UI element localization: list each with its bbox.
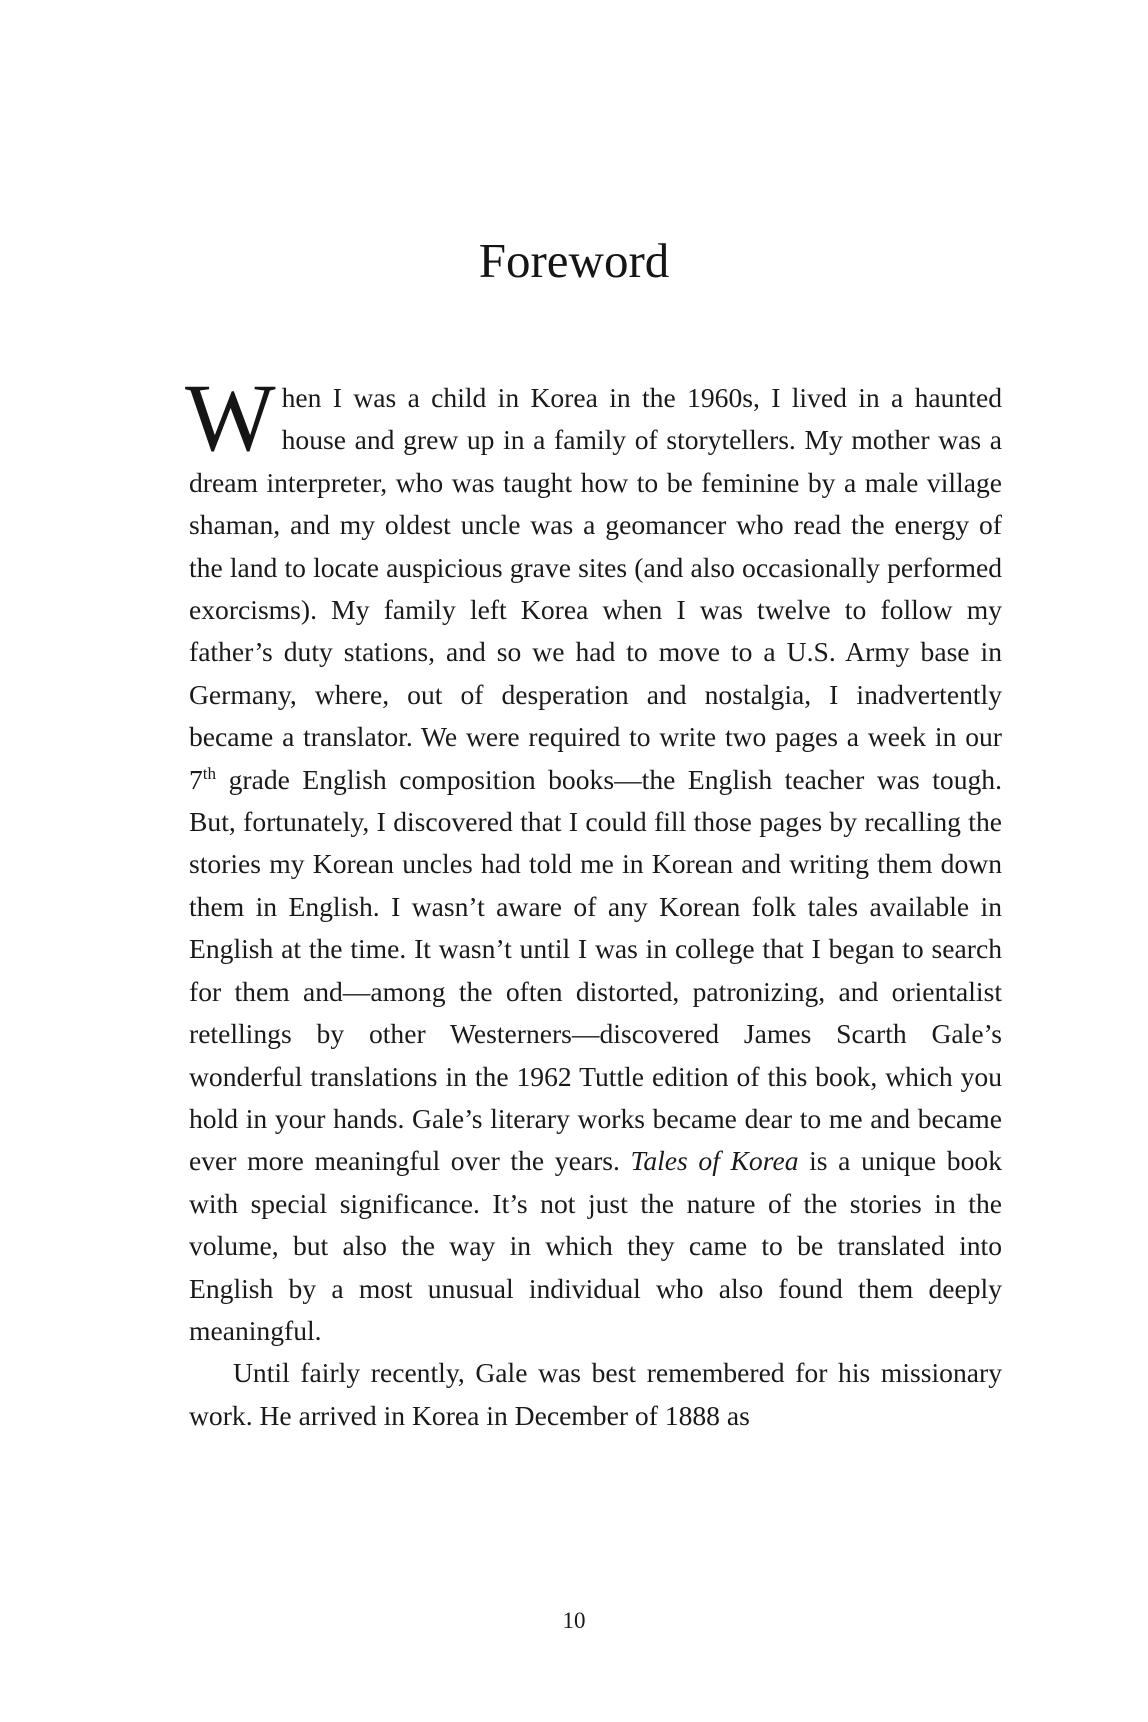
paragraph-1: [185, 364, 1002, 1352]
paragraph-1-end: is a unique book with special significance. It’s not just the nature of the stories in the volume, but also the way in which they came to be translated into English by a most unusual individual who also found them deeply meaningful.: [189, 1145, 1002, 1346]
paragraph-1-lead: hen I was a child in Korea in the 1960s, I lived in a haunted house and grew up in a family of storytellers. My mother was a dream interpreter, who was taught how to be feminine by a male village shaman, and my oldest uncle was a geomancer who read the energy of the land to locate auspicious grave sites (and also occasionally performed exorcisms). My family left Korea when I was twelve to follow my father’s duty stations, and so we had to move to a U.S. Army base in Germany, where, out of desperation and nostalgia, I inadvertently became a translator. We were required to write two pages a week in our 7: [189, 382, 1002, 795]
drop-cap: W: [185, 364, 276, 471]
body-text: [185, 364, 1002, 1437]
paragraph-1-middle: grade English composition books—the English teacher was tough. But, fortunately, I discovered that I could fill those pages by recalling the stories my Korean uncles had told me in Korean and writing them down them in English. I wasn’t aware of any Korean folk tales available in English at the time. It wasn’t until I was in college that I began to search for them and—among the often distorted, patronizing, and orientalist retellings by other Westerners—discovered James Scarth Gale’s wonderful translations in the 1962 Tuttle edition of this book, which you hold in your hands. Gale’s literary works became dear to me and became ever more meaningful over the years.: [189, 763, 1002, 1177]
ordinal-suffix: th: [202, 763, 217, 783]
chapter-heading: Foreword: [478, 233, 670, 288]
page-number: 10: [562, 1608, 586, 1633]
book-title: Tales of Korea: [630, 1145, 799, 1177]
paragraph-2: Until fairly recently, Gale was best remembered for his missionary work. He arrived in Korea in December of 1888 as: [189, 1357, 1002, 1431]
